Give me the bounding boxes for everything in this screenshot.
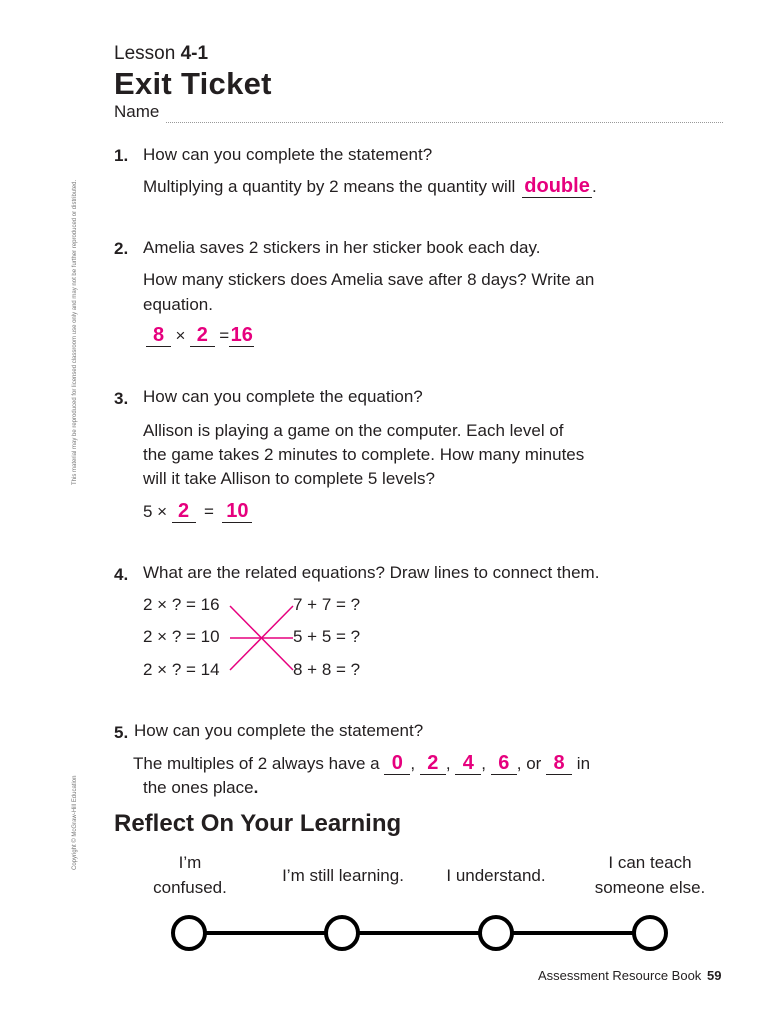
answer-0[interactable]: 0 <box>384 752 410 775</box>
comma: , <box>410 754 416 773</box>
scale-label-understand <box>426 864 566 889</box>
answer-2[interactable]: 2 <box>420 752 446 775</box>
question-1-answer[interactable]: double <box>522 175 592 198</box>
scale-label-confused <box>130 851 250 900</box>
question-3-story-line-3: will it take Allison to complete 5 levels? <box>143 469 435 488</box>
question-3-number: 3. <box>114 389 129 408</box>
scale-label-line: I’m <box>178 853 202 872</box>
comma: , <box>481 754 487 773</box>
learning-scale <box>0 900 768 970</box>
statement-period: . <box>253 778 259 797</box>
copyright-notice: Copyright © McGraw-Hill Education <box>72 775 78 870</box>
answer-6[interactable]: 6 <box>491 752 517 775</box>
comma: , <box>445 754 451 773</box>
question-3-prompt: How can you complete the equation? <box>143 387 423 406</box>
question-1-number: 1. <box>114 146 129 165</box>
reflect-title: Reflect On Your Learning <box>114 810 402 837</box>
equals-sign: = <box>219 326 230 345</box>
question-2-number: 2. <box>114 239 129 258</box>
answer-4[interactable]: 4 <box>455 752 481 775</box>
question-5-statement-text: The multiples of 2 always have a <box>133 754 380 773</box>
question-2-question-line-2: equation. <box>143 295 213 314</box>
lesson-label: Lesson <box>114 43 176 64</box>
scale-circle-understand[interactable] <box>480 917 512 949</box>
question-2-factor-2[interactable]: 2 <box>190 324 215 347</box>
question-5-statement <box>133 752 590 777</box>
question-4-number: 4. <box>114 565 129 584</box>
statement-end: in <box>576 754 591 773</box>
question-3-product[interactable]: 10 <box>222 500 252 523</box>
question-5-number: 5. <box>114 723 129 742</box>
name-label: Name <box>114 102 160 121</box>
ones-place-text: the ones place <box>143 778 254 797</box>
question-2-product[interactable]: 16 <box>230 324 253 346</box>
scale-label-line: I’m still learning. <box>282 866 404 885</box>
scale-label-line: I understand. <box>446 866 546 885</box>
right-equation-2: 5 + 5 = ? <box>293 627 361 646</box>
question-3-story-line-2: the game takes 2 minutes to complete. How many minutes <box>143 445 585 464</box>
question-3-equation-left: 5 × <box>143 502 168 521</box>
question-3-equals-sign: = <box>204 502 214 521</box>
left-equation-3: 2 × ? = 14 <box>143 660 220 679</box>
lesson-number: 4-1 <box>180 43 209 64</box>
scale-label-still-learning <box>263 864 423 889</box>
scale-label-line: someone else. <box>594 877 706 897</box>
question-2-prompt: Amelia saves 2 stickers in her sticker book each day. <box>143 238 541 257</box>
question-5-prompt: How can you complete the statement? <box>134 721 424 740</box>
or-label: , or <box>516 754 542 773</box>
scale-label-line: confused. <box>153 877 227 897</box>
question-3-story-line-1: Allison is playing a game on the computer. Each level of <box>143 421 564 440</box>
right-equation-1: 7 + 7 = ? <box>293 595 361 614</box>
page-title: Exit Ticket <box>114 66 272 101</box>
times-sign: × <box>175 326 186 345</box>
scale-label-can-teach <box>575 851 725 900</box>
scale-label-line: I can teach <box>608 853 692 872</box>
page-number: 59 <box>707 968 722 983</box>
usage-notice: This material may be reproduced for licensed classroom use only and may not be further reproduced or distributed. <box>72 179 78 485</box>
left-equation-2: 2 × ? = 10 <box>143 627 220 646</box>
question-2-question-line-1: How many stickers does Amelia save after 8 days? Write an <box>143 270 595 289</box>
question-3-factor[interactable]: 2 <box>172 500 196 523</box>
answer-8[interactable]: 8 <box>546 752 572 775</box>
scale-circle-still-learning[interactable] <box>326 917 358 949</box>
scale-circle-can-teach[interactable] <box>634 917 666 949</box>
question-4-prompt: What are the related equations? Draw lines to connect them. <box>143 563 600 582</box>
footer-book-title: Assessment Resource Book <box>538 968 702 983</box>
scale-circle-confused[interactable] <box>173 917 205 949</box>
question-2-factor-1[interactable]: 8 <box>146 324 171 347</box>
question-1-prompt: How can you complete the statement? <box>143 145 433 164</box>
left-equation-1: 2 × ? = 16 <box>143 595 220 614</box>
question-5-line-2 <box>143 776 258 801</box>
question-1-period: . <box>592 177 597 196</box>
question-1-statement-text: Multiplying a quantity by 2 means the quantity will <box>143 177 516 196</box>
right-equation-3: 8 + 8 = ? <box>293 660 361 679</box>
